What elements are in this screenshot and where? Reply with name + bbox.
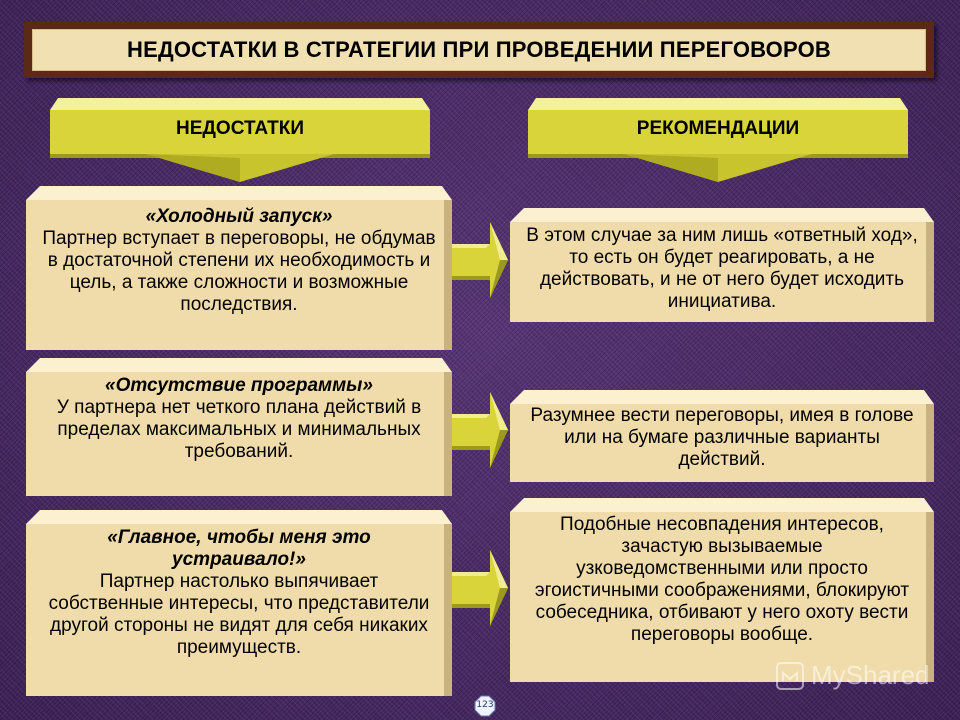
problem-title: «Холодный запуск» [145, 206, 333, 227]
page-number-badge-icon [474, 695, 496, 717]
header-shortcomings-label: НЕДОСТАТКИ [176, 118, 304, 139]
chevron-arrow-icon [452, 392, 508, 468]
header-recommendations-label: РЕКОМЕНДАЦИИ [636, 118, 800, 139]
recommendation-text: Подобные несовпадения интересов, зачастую вызываемые узковедомственными или просто эгоистичными соображениями, блокируют собеседника, отбивают у него охоту вести переговоры вообще. [534, 514, 910, 645]
recommendation-card-1 [510, 208, 934, 322]
problem-text: У партнера нет четкого плана действий в пределах максимальных и минимальных требований. [56, 397, 422, 462]
problem-card-1 [26, 186, 452, 350]
chevron-arrow-icon [452, 222, 508, 298]
page-number: 123 [476, 700, 494, 710]
header-shortcomings [50, 98, 430, 182]
watermark-icon [775, 661, 805, 691]
problem-title: «Отсутствие программы» [105, 375, 373, 396]
header-recommendations [528, 98, 908, 182]
recommendation-card-3 [510, 498, 934, 682]
problem-card-3 [26, 510, 452, 696]
watermark [775, 660, 930, 691]
title-frame [24, 22, 934, 78]
recommendation-card-2 [510, 390, 934, 482]
page-title: НЕДОСТАТКИ В СТРАТЕГИИ ПРИ ПРОВЕДЕНИИ ПЕРЕГОВОРОВ [127, 37, 831, 62]
problem-text: Партнер вступает в переговоры, не обдумав в достаточной степени их необходимость и цель, а также сложности и возможные последствия. [42, 228, 436, 315]
problem-text: Партнер настолько выпячивает собственные интересы, что представители другой стороны не видят для себя никаких преимуществ. [48, 571, 430, 658]
chevron-arrow-icon [452, 550, 508, 626]
problem-title: «Главное, чтобы меня это устраивало!» [107, 527, 371, 570]
recommendation-text: В этом случае за ним лишь «ответный ход», то есть он будет реагировать, а не действовать, и не от него будет исходить инициатива. [526, 225, 918, 312]
recommendation-text: Разумнее вести переговоры, имея в голове или на бумаге различные варианты действий. [530, 405, 914, 470]
problem-card-2 [26, 358, 452, 496]
watermark-text: MyShared [811, 660, 930, 690]
title-panel [32, 29, 926, 71]
